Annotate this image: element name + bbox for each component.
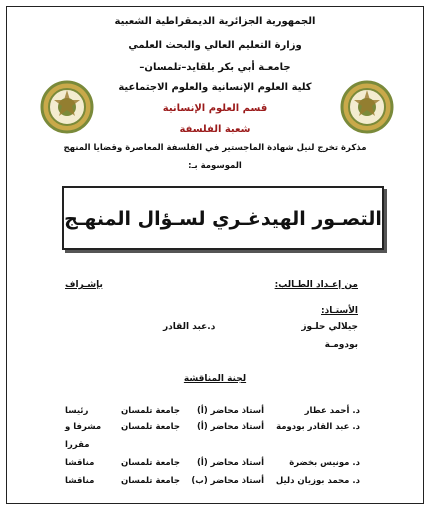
member-name: د. محمد بوزيان دليل [275,476,360,486]
university-seal-icon [340,80,394,134]
table-row [0,476,430,490]
member-rank: أستاذ محاضر (ب) [191,476,264,486]
student-label: من إعـداد الطـالب: [274,280,358,290]
university-seal-icon [40,80,94,134]
supervisor-label: بإشـراف [65,280,103,290]
ministry-line: وزارة التعليم العالي والبحث العلمي [128,40,302,51]
department-line: قسم العلوم الإنسانية [162,103,268,114]
committee-heading: لجنة المناقشة [183,374,247,384]
branch-line: شعبة الفلسفة [179,124,251,135]
university-line: جامعـة أبي بكر بلقايد–تلمسان– [139,62,291,73]
student-name: جيلالي حلـوز [301,322,358,332]
supervisor-name: د.عبد القادر [163,322,216,332]
student-name: بودومـة [324,340,358,350]
member-role: رئيسا [65,406,89,416]
member-institution: جامعة تلمسان [121,458,180,468]
table-row [0,458,430,472]
republic-line: الجمهورية الجزائرية الديمقراطية الشعبية [114,16,316,27]
member-institution: جامعة تلمسان [121,422,180,432]
member-name: د. مونيس بخضرة [289,458,360,468]
member-name: د. عبد القادر بودومة [276,422,360,432]
member-rank: أستاذ محاضر (أ) [197,406,264,416]
thesis-note: مذكرة تخرج لنيل شهادة الماجستير في الفلسفة المعاصرة وقضايا المنهج [63,143,367,153]
member-institution: جامعة تلمسان [121,476,180,486]
titled-label: الموسومة بـ: [188,161,242,171]
member-rank: أستاذ محاضر (أ) [197,458,264,468]
member-institution: جامعة تلمسان [121,406,180,416]
table-row [0,422,430,436]
thesis-title-box [62,186,384,250]
thesis-title: التصـور الهيدغـري لسـؤال المنهـج [64,208,382,230]
member-role: مناقشا [65,476,95,486]
professor-label: الأستـاذ: [321,306,358,316]
member-role: مقررا [65,440,90,450]
table-row [0,440,430,454]
member-name: د. أحمد عطار [304,406,360,416]
member-rank: أستاذ محاضر (أ) [197,422,264,432]
table-row [0,406,430,420]
faculty-line: كلية العلوم الإنسانية والعلوم الاجتماعية [118,82,312,93]
member-role: مشرفا و [65,422,102,432]
member-role: مناقشا [65,458,95,468]
